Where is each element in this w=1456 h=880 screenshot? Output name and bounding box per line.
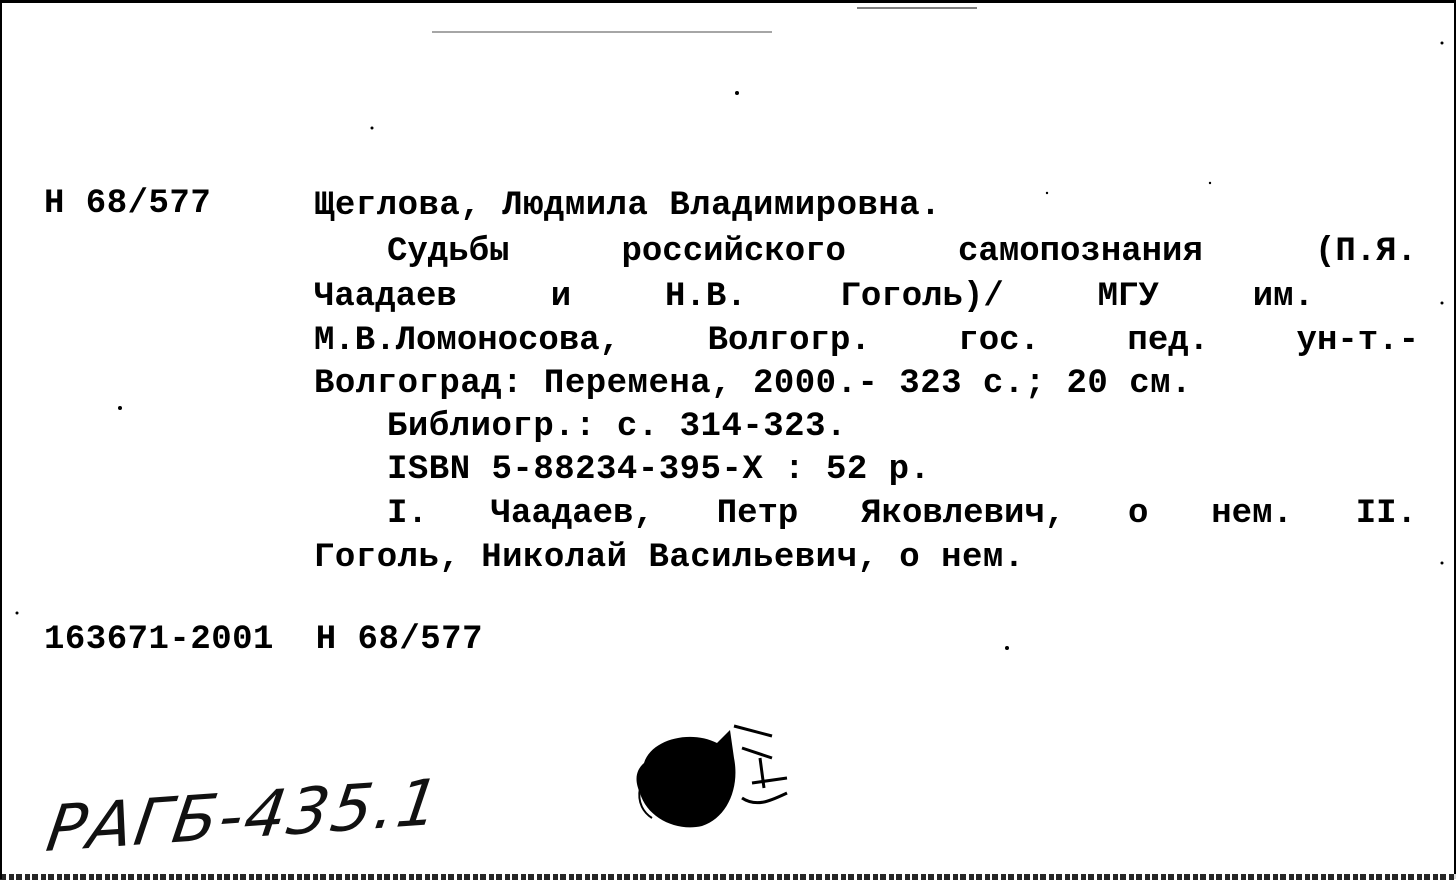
accession-number: 163671-2001 Н 68/577 (44, 621, 483, 659)
imprint: Волгоград: Перемена, 2000.- 323 с.; 20 см. (314, 365, 1192, 403)
isbn-price: ISBN 5-88234-395-X : 52 р. (387, 451, 931, 489)
title-word: Волгогр. (707, 322, 871, 360)
title-word: пед. (1127, 322, 1210, 360)
title-word: Н.В. (665, 278, 747, 316)
title-word: (П.Я. (1314, 233, 1417, 271)
subject-word: II. (1355, 495, 1417, 533)
subject-word: Чаадаев, (490, 495, 654, 533)
subject-word: Петр (716, 495, 799, 533)
card-bottom-edge (0, 874, 1456, 880)
title-line-1 (387, 235, 1417, 269)
bibliography-note: Библиогр.: с. 314-323. (387, 408, 847, 446)
handwritten-shelfmark: РАГБ-435.1 (42, 766, 446, 867)
title-word: и (550, 278, 572, 316)
subjects-line-1 (387, 497, 1417, 531)
title-word: МГУ (1097, 278, 1159, 316)
author-heading: Щеглова, Людмила Владимировна. (314, 187, 942, 225)
title-line-3 (314, 324, 1419, 358)
title-word: самопознания (958, 233, 1203, 271)
subjects-line-2: Гоголь, Николай Васильевич, о нем. (314, 539, 1025, 577)
title-word: Судьбы (387, 233, 510, 271)
subject-word: о (1128, 495, 1149, 533)
title-line-2 (314, 280, 1314, 314)
title-word: им. (1252, 278, 1314, 316)
title-word: Чаадаев (314, 278, 457, 316)
call-number: Н 68/577 (44, 185, 212, 223)
subject-word: I. (387, 495, 428, 533)
subject-word: Яковлевич, (861, 495, 1066, 533)
title-word: российского (621, 233, 846, 271)
title-word: гос. (958, 322, 1040, 360)
title-word: ун-т.- (1296, 322, 1419, 360)
title-word: Гоголь)/ (840, 278, 1004, 316)
punch-hole (622, 718, 802, 848)
subject-word: нем. (1211, 495, 1293, 533)
title-word: М.В.Ломоносова, (314, 322, 621, 360)
